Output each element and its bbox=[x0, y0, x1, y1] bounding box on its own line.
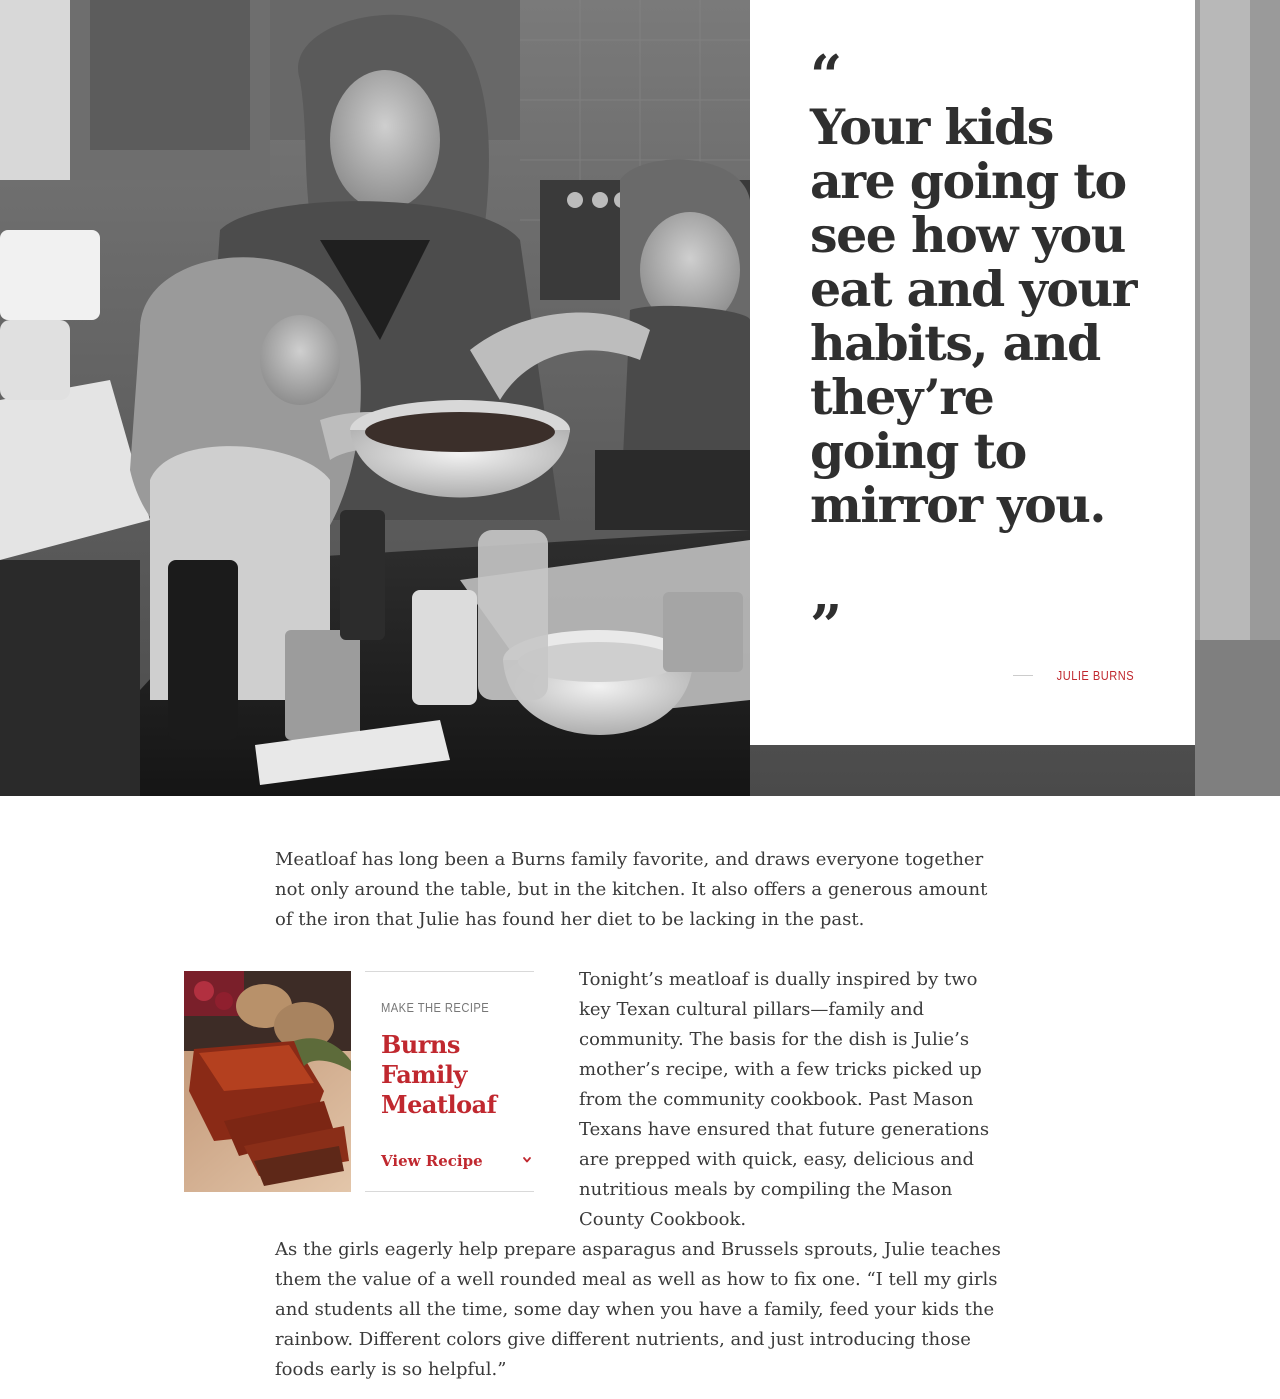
meatloaf-photo bbox=[184, 971, 351, 1192]
quote-attribution bbox=[1013, 668, 1134, 683]
quote-author-name: JULIE BURNS bbox=[1056, 668, 1134, 683]
close-quote-mark: ” bbox=[810, 593, 843, 659]
article-paragraph: Tonight’s meatloaf is dually inspired by two key Texan cultural pillars—family and community. The basis for the dish is Julie’s mother’s recipe, with a few tricks picked up from the community cookbook. Past Mason Texans have ensured that future generations are prepped with quick, easy, delicious and nutritious meals by compiling the Mason County Cookbook. bbox=[579, 969, 990, 1230]
open-quote-mark: “ bbox=[810, 43, 843, 109]
chevron-down-icon[interactable] bbox=[520, 1153, 534, 1167]
article-paragraph: As the girls eagerly help prepare asparagus and Brussels sprouts, Julie teaches them the value of a well rounded meal as well as how to fix one. “I tell my girls and students all the time, some day when you have a family, feed your kids the rainbow. Different colors give different nutrients, and just introducing those foods early is so helpful.” bbox=[275, 1239, 1001, 1380]
recipe-eyebrow: MAKE THE RECIPE bbox=[381, 1000, 490, 1015]
recipe-card bbox=[365, 971, 534, 1192]
view-recipe-link[interactable]: View Recipe bbox=[381, 1152, 483, 1170]
recipe-thumbnail-meatloaf[interactable] bbox=[184, 971, 351, 1192]
recipe-title[interactable]: Burns Family Meatloaf bbox=[381, 1030, 497, 1119]
article-paragraph: Meatloaf has long been a Burns family favorite, and draws everyone together not only around the table, but in the kitchen. It also offers a generous amount of the iron that Julie has found her diet to be lacking in the past. bbox=[275, 849, 988, 930]
pull-quote-text: Your kids are going to see how you eat and your habits, and they’re going to mirror you. bbox=[810, 98, 1136, 534]
pull-quote-card bbox=[750, 0, 1195, 745]
attribution-rule bbox=[1013, 675, 1033, 676]
